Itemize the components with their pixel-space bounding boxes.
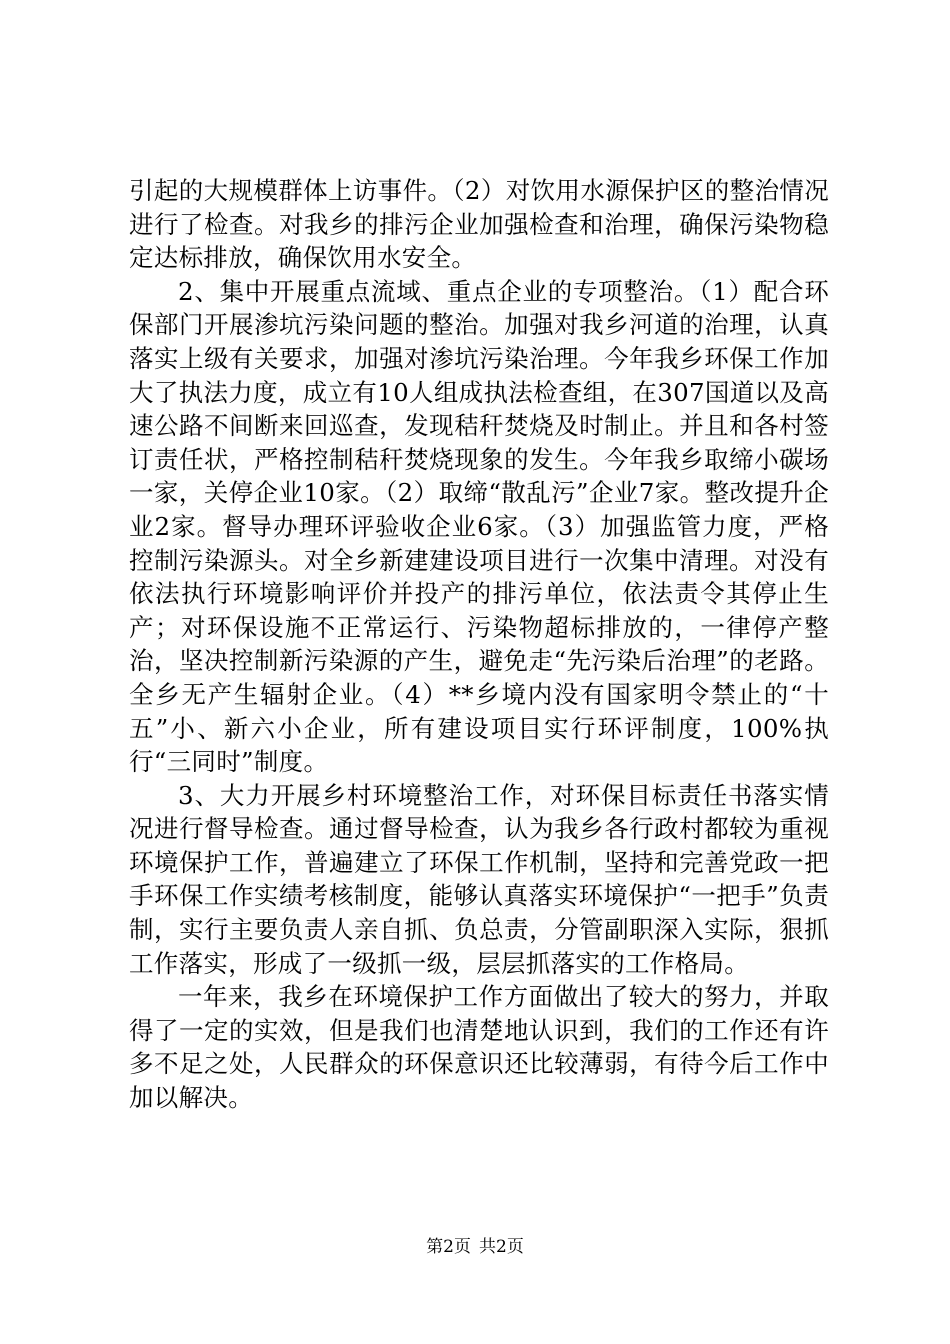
paragraph-section-3: 3、大力开展乡村环境整治工作，对环保目标责任书落实情况进行督导检查。通过督导检查，认为我乡各行政村都较为重视环境保护工作，普遍建立了环保工作机制，坚持和完善党政一把手环保工作实绩考核制度，能够认真落实环境保护“一把手”负责制，实行主要负责人亲自抓、负总责，分管副职深入实际，狠抓工作落实，形成了一级抓一级，层层抓落实的工作格局。 <box>129 780 829 978</box>
page-footer <box>0 1236 950 1258</box>
page-number: 第2页 <box>426 1237 471 1257</box>
document-body <box>129 174 829 1115</box>
paragraph-continuation: 引起的大规模群体上访事件。（2）对饮用水源保护区的整治情况进行了检查。对我乡的排污企业加强检查和治理，确保污染物稳定达标排放，确保饮用水安全。 <box>129 176 829 273</box>
paragraph-section-2: 2、集中开展重点流域、重点企业的专项整治。（1）配合环保部门开展渗坑污染问题的整治。加强对我乡河道的治理，认真落实上级有关要求，加强对渗坑污染治理。今年我乡环保工作加大了执法力度，成立有10人组成执法检查组，在307国道以及高速公路不间断来回巡查，发现秸秆焚烧及时制止。并且和各村签订责任状，严格控制秸秆焚烧现象的发生。今年我乡取缔小碳场一家，关停企业10家。（2）取缔“散乱污”企业7家。整改提升企业2家。督导办理环评验收企业6家。（3）加强监管力度，严格控制污染源头。对全乡新建建设项目进行一次集中清理。对没有依法执行环境影响评价并投产的排污单位，依法责令其停止生产；对环保设施不正常运行、污染物超标排放的，一律停产整治，坚决控制新污染源的产生，避免走“先污染后治理”的老路。全乡无产生辐射企业。（4）**乡境内没有国家明令禁止的“十五”小、新六小企业，所有建设项目实行环评制度，100%执行“三同时”制度。 <box>129 276 829 777</box>
paragraph-conclusion: 一年来，我乡在环境保护工作方面做出了较大的努力，并取得了一定的实效，但是我们也清楚地认识到，我们的工作还有许多不足之处，人民群众的环保意识还比较薄弱，有待今后工作中加以解决。 <box>129 982 829 1113</box>
page-total: 共2页 <box>479 1237 524 1257</box>
